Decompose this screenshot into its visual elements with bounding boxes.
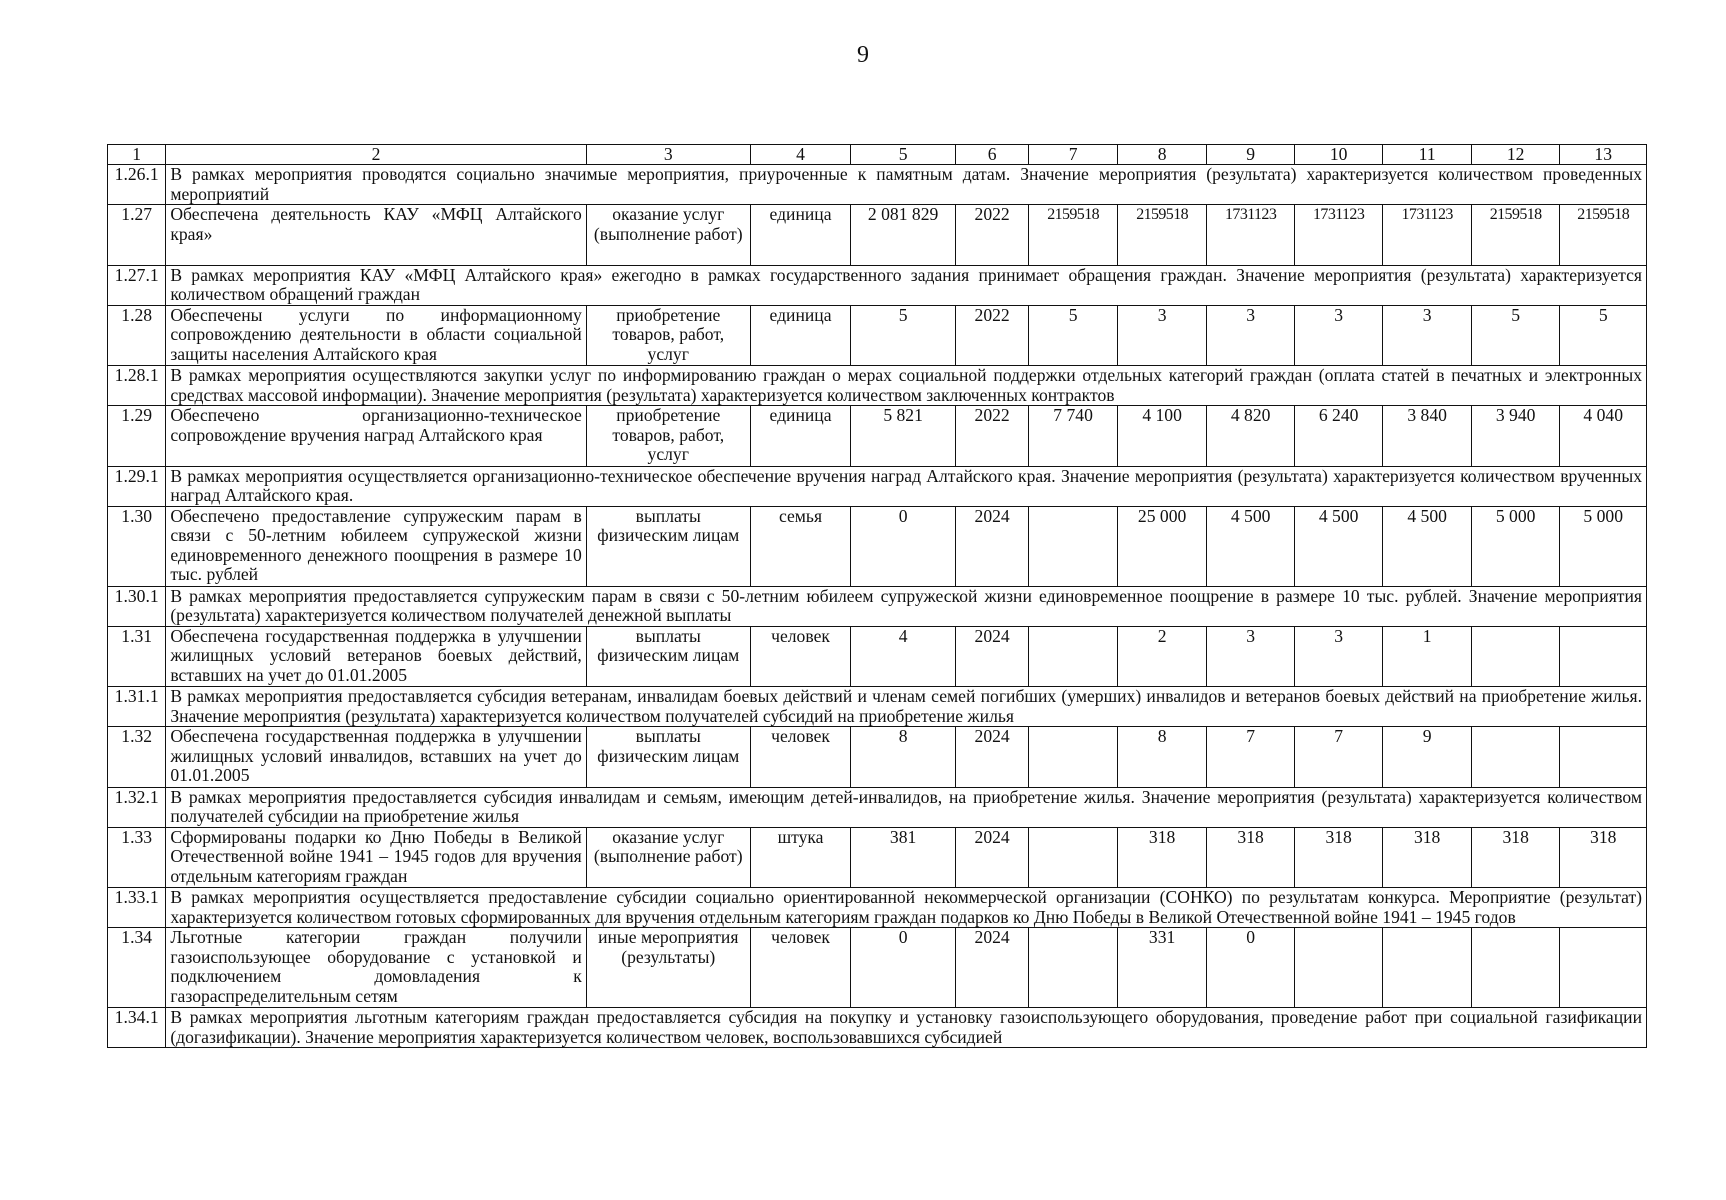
value-cell-10: 318 xyxy=(1294,827,1383,888)
value-cell-9: 4 820 xyxy=(1207,406,1295,467)
measures-table xyxy=(107,144,1647,1048)
description-row xyxy=(108,586,1647,626)
value-cell-10: 1731123 xyxy=(1294,205,1383,266)
header-cell: 7 xyxy=(1029,145,1118,165)
year-cell: 2024 xyxy=(955,928,1028,1008)
value-cell-8: 2159518 xyxy=(1117,205,1207,266)
unit-cell: штука xyxy=(750,827,851,888)
value-cell-13 xyxy=(1560,928,1647,1008)
measure-row xyxy=(108,727,1647,788)
value-cell-8: 8 xyxy=(1117,727,1207,788)
description-row xyxy=(108,687,1647,727)
description-row xyxy=(108,366,1647,406)
value-cell-12: 318 xyxy=(1471,827,1560,888)
unit-cell: человек xyxy=(750,727,851,788)
value-cell-8: 25 000 xyxy=(1117,506,1207,586)
measure-kind: приобретение товаров, работ, услуг xyxy=(586,406,750,467)
value-cell-10: 7 xyxy=(1294,727,1383,788)
description-row xyxy=(108,165,1647,205)
row-number: 1.34.1 xyxy=(108,1008,166,1048)
base-value-cell: 0 xyxy=(851,506,956,586)
year-cell: 2022 xyxy=(955,406,1028,467)
value-cell-12: 2159518 xyxy=(1471,205,1560,266)
base-value-cell: 5 xyxy=(851,305,956,366)
value-cell-8: 3 xyxy=(1117,305,1207,366)
row-number: 1.27 xyxy=(108,205,166,266)
measure-kind: оказание услуг (выполнение работ) xyxy=(586,827,750,888)
value-cell-13: 4 040 xyxy=(1560,406,1647,467)
value-cell-10: 3 xyxy=(1294,626,1383,687)
header-cell: 3 xyxy=(586,145,750,165)
value-cell-12 xyxy=(1471,626,1560,687)
unit-cell: человек xyxy=(750,928,851,1008)
base-value-cell: 2 081 829 xyxy=(851,205,956,266)
value-cell-7 xyxy=(1029,928,1118,1008)
value-cell-8: 331 xyxy=(1117,928,1207,1008)
measure-name: Обеспечена государственная поддержка в улучшении жилищных условий ветеранов боевых действий, вставших на учет до 01.01.2005 xyxy=(166,626,586,687)
row-number: 1.32.1 xyxy=(108,787,166,827)
measure-row xyxy=(108,406,1647,467)
base-value-cell: 4 xyxy=(851,626,956,687)
row-number: 1.29 xyxy=(108,406,166,467)
table-header-row xyxy=(108,145,1647,165)
measure-kind: выплаты физическим лицам xyxy=(586,727,750,788)
row-description: В рамках мероприятия предоставляется субсидия инвалидам и семьям, имеющим детей-инвалидов, на приобретение жилья. Значение мероприятия (результата) характеризуется количеством получателей субсидии на приобретение жилья xyxy=(166,787,1647,827)
base-value-cell: 5 821 xyxy=(851,406,956,467)
value-cell-7 xyxy=(1029,626,1118,687)
row-number: 1.31.1 xyxy=(108,687,166,727)
value-cell-13: 2159518 xyxy=(1560,205,1647,266)
row-number: 1.28.1 xyxy=(108,366,166,406)
row-description: В рамках мероприятия осуществляется предоставление субсидии социально ориентированной некоммерческой организации (СОНКО) по результатам конкурса. Мероприятие (результат) характеризуется количеством готовых сформированных для вручения отдельным категориям граждан подарков ко Дню Победы в Великой Отечественной войне 1941 – 1945 годов xyxy=(166,888,1647,928)
value-cell-10: 3 xyxy=(1294,305,1383,366)
year-cell: 2024 xyxy=(955,626,1028,687)
value-cell-13 xyxy=(1560,727,1647,788)
value-cell-11: 3 840 xyxy=(1383,406,1472,467)
value-cell-13: 318 xyxy=(1560,827,1647,888)
row-number: 1.32 xyxy=(108,727,166,788)
value-cell-9: 3 xyxy=(1207,305,1295,366)
unit-cell: человек xyxy=(750,626,851,687)
header-cell: 6 xyxy=(955,145,1028,165)
year-cell: 2022 xyxy=(955,205,1028,266)
measure-name: Сформированы подарки ко Дню Победы в Великой Отечественной войне 1941 – 1945 годов для вручения отдельным категориям граждан xyxy=(166,827,586,888)
row-number: 1.30 xyxy=(108,506,166,586)
row-number: 1.27.1 xyxy=(108,265,166,305)
value-cell-8: 318 xyxy=(1117,827,1207,888)
row-number: 1.29.1 xyxy=(108,466,166,506)
base-value-cell: 381 xyxy=(851,827,956,888)
description-row xyxy=(108,888,1647,928)
value-cell-10 xyxy=(1294,928,1383,1008)
measure-name: Обеспечена деятельность КАУ «МФЦ Алтайского края» xyxy=(166,205,586,266)
row-number: 1.30.1 xyxy=(108,586,166,626)
measure-name: Обеспечено предоставление супружеским парам в связи с 50-летним юбилеем супружеской жизни единовременного денежного поощрения в размере 10 тыс. рублей xyxy=(166,506,586,586)
row-number: 1.28 xyxy=(108,305,166,366)
value-cell-9: 1731123 xyxy=(1207,205,1295,266)
row-description: В рамках мероприятия льготным категориям граждан предоставляется субсидия на покупку и установку газоиспользующего оборудования, проведение работ при социальной газификации (догазификации). Значение мероприятия характеризуется количеством человек, воспользовавшихся субсидией xyxy=(166,1008,1647,1048)
year-cell: 2024 xyxy=(955,727,1028,788)
description-row xyxy=(108,466,1647,506)
year-cell: 2022 xyxy=(955,305,1028,366)
row-number: 1.33.1 xyxy=(108,888,166,928)
value-cell-11: 9 xyxy=(1383,727,1472,788)
header-cell: 12 xyxy=(1471,145,1560,165)
value-cell-11: 3 xyxy=(1383,305,1472,366)
header-cell: 10 xyxy=(1294,145,1383,165)
header-cell: 5 xyxy=(851,145,956,165)
value-cell-7: 2159518 xyxy=(1029,205,1118,266)
header-cell: 2 xyxy=(166,145,586,165)
value-cell-9: 3 xyxy=(1207,626,1295,687)
row-description: В рамках мероприятия проводятся социально значимые мероприятия, приуроченные к памятным датам. Значение мероприятия (результата) характеризуется количеством проведенных мероприятий xyxy=(166,165,1647,205)
unit-cell: единица xyxy=(750,406,851,467)
header-cell: 13 xyxy=(1560,145,1647,165)
description-row xyxy=(108,1008,1647,1048)
value-cell-11: 1731123 xyxy=(1383,205,1472,266)
measure-row xyxy=(108,305,1647,366)
measure-kind: оказание услуг (выполнение работ) xyxy=(586,205,750,266)
measure-name: Обеспечено организационно-техническое сопровождение вручения наград Алтайского края xyxy=(166,406,586,467)
value-cell-11 xyxy=(1383,928,1472,1008)
value-cell-11: 318 xyxy=(1383,827,1472,888)
value-cell-8: 4 100 xyxy=(1117,406,1207,467)
measure-row xyxy=(108,928,1647,1008)
measure-row xyxy=(108,506,1647,586)
value-cell-11: 1 xyxy=(1383,626,1472,687)
measure-kind: иные мероприятия (результаты) xyxy=(586,928,750,1008)
description-row xyxy=(108,265,1647,305)
value-cell-7 xyxy=(1029,827,1118,888)
base-value-cell: 0 xyxy=(851,928,956,1008)
unit-cell: единица xyxy=(750,305,851,366)
row-number: 1.26.1 xyxy=(108,165,166,205)
value-cell-13: 5 xyxy=(1560,305,1647,366)
value-cell-12 xyxy=(1471,928,1560,1008)
value-cell-13 xyxy=(1560,626,1647,687)
row-number: 1.33 xyxy=(108,827,166,888)
value-cell-9: 4 500 xyxy=(1207,506,1295,586)
row-number: 1.34 xyxy=(108,928,166,1008)
measure-row xyxy=(108,626,1647,687)
header-cell: 11 xyxy=(1383,145,1472,165)
value-cell-10: 6 240 xyxy=(1294,406,1383,467)
value-cell-9: 0 xyxy=(1207,928,1295,1008)
measure-row xyxy=(108,827,1647,888)
unit-cell: семья xyxy=(750,506,851,586)
year-cell: 2024 xyxy=(955,506,1028,586)
value-cell-7 xyxy=(1029,506,1118,586)
value-cell-7 xyxy=(1029,727,1118,788)
measure-name: Обеспечена государственная поддержка в улучшении жилищных условий инвалидов, вставших на учет до 01.01.2005 xyxy=(166,727,586,788)
value-cell-12: 5 000 xyxy=(1471,506,1560,586)
measure-kind: приобретение товаров, работ, услуг xyxy=(586,305,750,366)
value-cell-12: 3 940 xyxy=(1471,406,1560,467)
description-row xyxy=(108,787,1647,827)
value-cell-9: 7 xyxy=(1207,727,1295,788)
value-cell-11: 4 500 xyxy=(1383,506,1472,586)
value-cell-10: 4 500 xyxy=(1294,506,1383,586)
unit-cell: единица xyxy=(750,205,851,266)
header-cell: 9 xyxy=(1207,145,1295,165)
row-description: В рамках мероприятия КАУ «МФЦ Алтайского края» ежегодно в рамках государственного задания принимает обращения граждан. Значение мероприятия (результата) характеризуется количеством обращений граждан xyxy=(166,265,1647,305)
page-number: 9 xyxy=(857,42,869,68)
value-cell-9: 318 xyxy=(1207,827,1295,888)
row-number: 1.31 xyxy=(108,626,166,687)
row-description: В рамках мероприятия предоставляется субсидия ветеранам, инвалидам боевых действий и членам семей погибших (умерших) инвалидов и ветеранов боевых действий на приобретение жилья. Значение мероприятия (результата) характеризуется количеством получателей субсидий на приобретение жилья xyxy=(166,687,1647,727)
measure-name: Обеспечены услуги по информационному сопровождению деятельности в области социальной защиты населения Алтайского края xyxy=(166,305,586,366)
measure-row xyxy=(108,205,1647,266)
year-cell: 2024 xyxy=(955,827,1028,888)
header-cell: 8 xyxy=(1117,145,1207,165)
base-value-cell: 8 xyxy=(851,727,956,788)
header-cell: 4 xyxy=(750,145,851,165)
measure-name: Льготные категории граждан получили газоиспользующее оборудование с установкой и подключением домовладения к газораспределительным сетям xyxy=(166,928,586,1008)
value-cell-7: 5 xyxy=(1029,305,1118,366)
measure-kind: выплаты физическим лицам xyxy=(586,626,750,687)
measure-kind: выплаты физическим лицам xyxy=(586,506,750,586)
row-description: В рамках мероприятия предоставляется супружеским парам в связи с 50-летним юбилеем супружеской жизни единовременное поощрение в размере 10 тыс. рублей. Значение мероприятия (результата) характеризуется количеством получателей денежной выплаты xyxy=(166,586,1647,626)
value-cell-8: 2 xyxy=(1117,626,1207,687)
value-cell-13: 5 000 xyxy=(1560,506,1647,586)
value-cell-7: 7 740 xyxy=(1029,406,1118,467)
value-cell-12: 5 xyxy=(1471,305,1560,366)
row-description: В рамках мероприятия осуществляется организационно-техническое обеспечение вручения наград Алтайского края. Значение мероприятия (результата) характеризуется количеством врученных наград Алтайского края. xyxy=(166,466,1647,506)
table-body xyxy=(108,145,1647,1048)
value-cell-12 xyxy=(1471,727,1560,788)
row-description: В рамках мероприятия осуществляются закупки услуг по информированию граждан о мерах социальной поддержки отдельных категорий граждан (оплата статей в печатных и электронных средствах массовой информации). Значение мероприятия (результата) характеризуется количеством заключенных контрактов xyxy=(166,366,1647,406)
header-cell: 1 xyxy=(108,145,166,165)
